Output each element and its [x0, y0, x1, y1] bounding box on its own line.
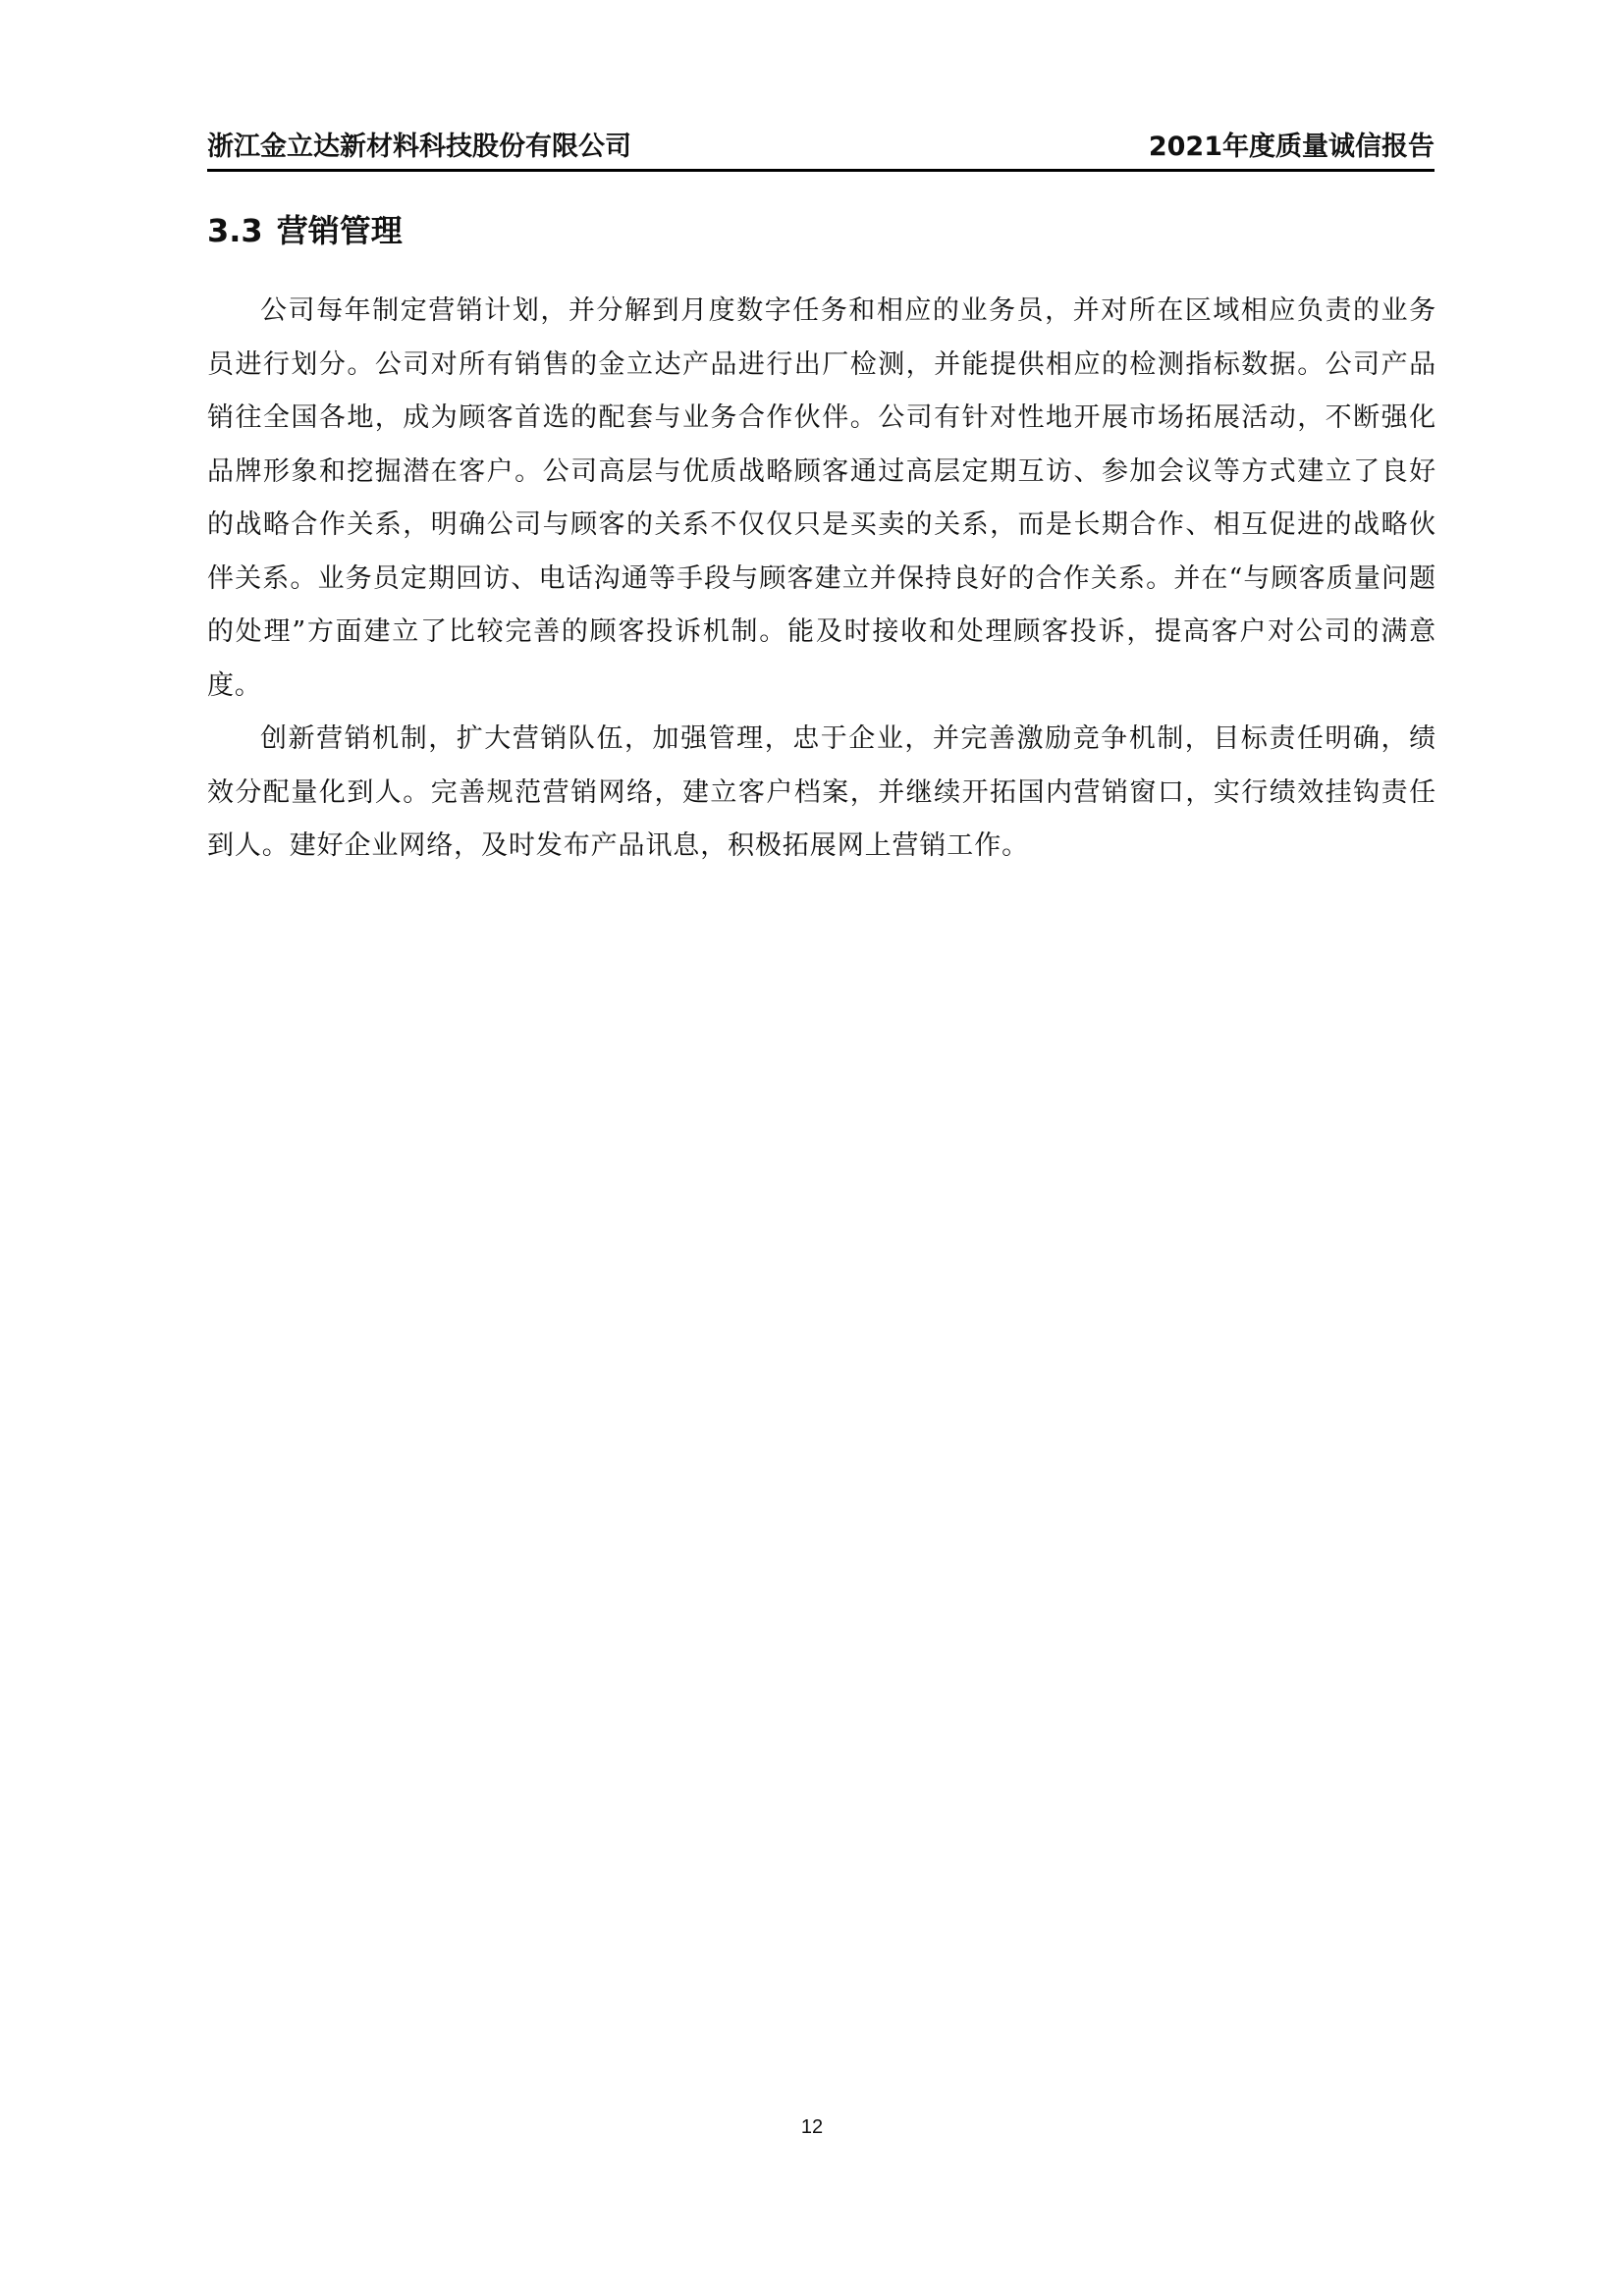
paragraph: 创新营销机制，扩大营销队伍，加强管理，忠于企业，并完善激励竞争机制，目标责任明确，绩效分配量化到人。完善规范营销网络，建立客户档案，并继续开拓国内营销窗口，实行绩效挂钩责任到人。建好企业网络，及时发布产品讯息，积极拓展网上营销工作。 [207, 723, 1436, 861]
header-report-title: 2021年度质量诚信报告 [1148, 132, 1435, 162]
section-number: 3.3 [207, 212, 263, 249]
header-company-name: 浙江金立达新材料科技股份有限公司 [207, 132, 631, 162]
section-title: 营销管理 [276, 212, 403, 249]
section-body [207, 285, 1436, 874]
header-divider [207, 169, 1435, 172]
section-heading [207, 211, 403, 250]
page-header [207, 131, 1435, 170]
page-number: 12 [800, 2116, 824, 2138]
paragraph: 公司每年制定营销计划，并分解到月度数字任务和相应的业务员，并对所在区域相应负责的业务员进行划分。公司对所有销售的金立达产品进行出厂检测，并能提供相应的检测指标数据。公司产品销往全国各地，成为顾客首选的配套与业务合作伙伴。公司有针对性地开展市场拓展活动，不断强化品牌形象和挖掘潜在客户。公司高层与优质战略顾客通过高层定期互访、参加会议等方式建立了良好的战略合作关系，明确公司与顾客的关系不仅仅只是买卖的关系，而是长期合作、相互促进的战略伙伴关系。业务员定期回访、电话沟通等手段与顾客建立并保持良好的合作关系。并在“与顾客质量问题的处理”方面建立了比较完善的顾客投诉机制。能及时接收和处理顾客投诉，提高客户对公司的满意度。 [207, 295, 1436, 701]
